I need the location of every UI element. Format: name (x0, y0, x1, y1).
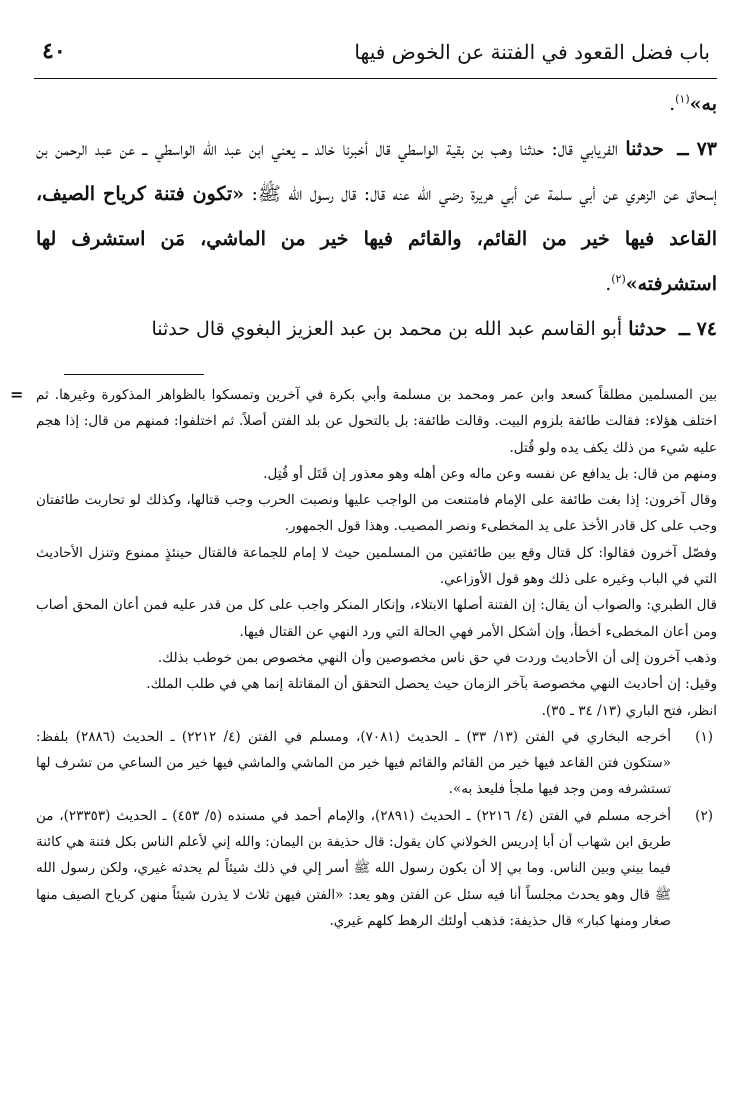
footnote-marker-2: (٢) (611, 272, 626, 286)
hadith-73 (36, 127, 717, 307)
footnote-reference: انظر، فتح الباري (١٣/ ٣٤ ـ ٣٥). (541, 702, 717, 719)
footnote-paragraph: وقيل: إن أحاديث النهي مخصوصة بآخر الزمان حيث يحصل التحقق أن المقاتلة إنما هي في طلب الملك. (146, 676, 717, 693)
footnote-paragraph: بين المسلمين مطلقاً كسعد وابن عمر ومحمد بن مسلمة وأبي بكرة في آخرين وتمسكوا بالظواهر المذكورة وغيرها. ثم اختلف هؤلاء: فقالت طائفة بلزوم البيت. وقالت طائفة: بل بالتحول عن بلد الفتن أصلاً. ثم اختلفوا: فمنهم من قال: إذا هجم عليه شيء من ذلك يكف يده ولو قُتل. (36, 387, 717, 456)
continued-footnote (10, 382, 717, 724)
hadith-number: ٧٣ ــ (677, 138, 717, 160)
footnote-1 (36, 724, 717, 803)
hadith-end: . (605, 273, 612, 295)
chapter-title: باب فضل القعود في الفتنة عن الخوض فيها (354, 40, 710, 64)
main-text (36, 82, 717, 352)
footnote-paragraph: وقال آخرون: إذا بغت طائفة على الإمام فامتنعت من الواجب عليها ونصبت الحرب وجب قتالها، وكذلك لو تحاربت طائفتان وجب على كل قادر الأخذ على يد المخطىء ونصر المصيب. وهذا قول الجمهور. (36, 492, 717, 535)
continuation-text: به» (689, 93, 717, 115)
footnote-paragraph: قال الطبري: والصواب أن يقال: إن الفتنة أصلها الابتلاء، وإنكار المنكر واجب على كل من قدر عليه فمن أعان المحق أصاب ومن أعان المخطىء أخطأ، وإن أشكل الأمر فهي الحالة التي ورد النهي عن القتال فيها. (36, 597, 717, 640)
footnote-2 (36, 803, 717, 934)
hadith-74 (36, 307, 717, 352)
hadith-number: ٧٤ ــ (678, 318, 717, 340)
footnote-paragraph: ومنهم من قال: بل يدافع عن نفسه وعن ماله وعن أهله وهو معذور إن قَتَل أو قُتِل. (263, 465, 717, 482)
footnote-separator (64, 374, 204, 375)
hadith-isnad: الفريابي قال: حدثنا وهب بن بقية الواسطي قال أخبرنا خالد ــ يعني ابن عبد الله الواسطي ــ عن عبد الرحمن بن إسحاق عن الزهري عن أبي سلمة عن أبي هريرة رضي الله عنه قال: قال رسول الله ﷺ: (36, 138, 717, 205)
hadith-isnad: أبو القاسم عبد الله بن محمد بن عبد العزيز البغوي قال حدثنا (151, 318, 623, 340)
footnote-text: أخرجه البخاري في الفتن (١٣/ ٣٣) ـ الحديث (٧٠٨١)، ومسلم في الفتن (٤/ ٢٢١٢) ـ الحديث (٢٨٨٦) بلفظ: «ستكون فتن القاعد فيها خير من القائم والقائم فيها خير من الماشي والماشي فيها خير من الساعي من تشرف لها تستشرفه ومن وجد فيها ملجأ فليعذ به». (36, 728, 672, 798)
footnote-number: (١) (695, 728, 713, 745)
header-rule (34, 78, 717, 79)
footnote-marker-1: (١) (675, 92, 690, 106)
continuation-end: . (669, 93, 676, 115)
hadith-opener: حدثنا (628, 318, 667, 340)
footnote-paragraph: وفصّل آخرون فقالوا: كل قتال وقع بين طائفتين من المسلمين حيث لا إمام للجماعة فالقتال حينئذٍ ممنوع وتنزل الأحاديث التي في الباب وغيره على ذلك وهو قول الأوزاعي. (36, 544, 717, 588)
continuation-mark: = (10, 385, 24, 404)
page-header (40, 38, 715, 78)
hadith-matn: «تكون فتنة كرياح الصيف، القاعد فيها خير من القائم، والقائم فيها خير من الماشي، مَن استشرف لها استشرفته» (36, 183, 717, 295)
page-number: ٤٠ (42, 38, 66, 64)
continuation-line (36, 82, 717, 127)
footnote-paragraph: وذهب آخرون إلى أن الأحاديث وردت في حق ناس مخصوصين وأن النهي مخصوص بمن خوطب بذلك. (157, 649, 717, 666)
hadith-opener: حدثنا (625, 138, 664, 160)
footnotes (10, 382, 717, 934)
footnote-text: أخرجه مسلم في الفتن (٤/ ٢٢١٦) ـ الحديث (٢٨٩١)، والإمام أحمد في مسنده (٥/ ٤٥٣) ـ الحديث (٢٣٣٥٣)، من طريق ابن شهاب أن أبا إدريس الخولاني كان يقول: قال حذيفة بن اليمان: والله إني لأعلم الناس بكل فتنة هي كائنة فيما بيني وبين الناس. وما بي إلا أن يكون رسول الله ﷺ أسر إلي في ذلك شيئاً لم يحدثه غيري، ولكن رسول الله ﷺ قال وهو يحدث مجلساً أنا فيه سئل عن الفتن وهو يعد: «الفتن فيهن ثلاث لا يذرن شيئاً منهن كرياح الصيف منها صغار ومنها كبار» قال حذيفة: فذهب أولئك الرهط كلهم غيري. (36, 807, 672, 929)
footnote-number: (٢) (695, 807, 713, 824)
